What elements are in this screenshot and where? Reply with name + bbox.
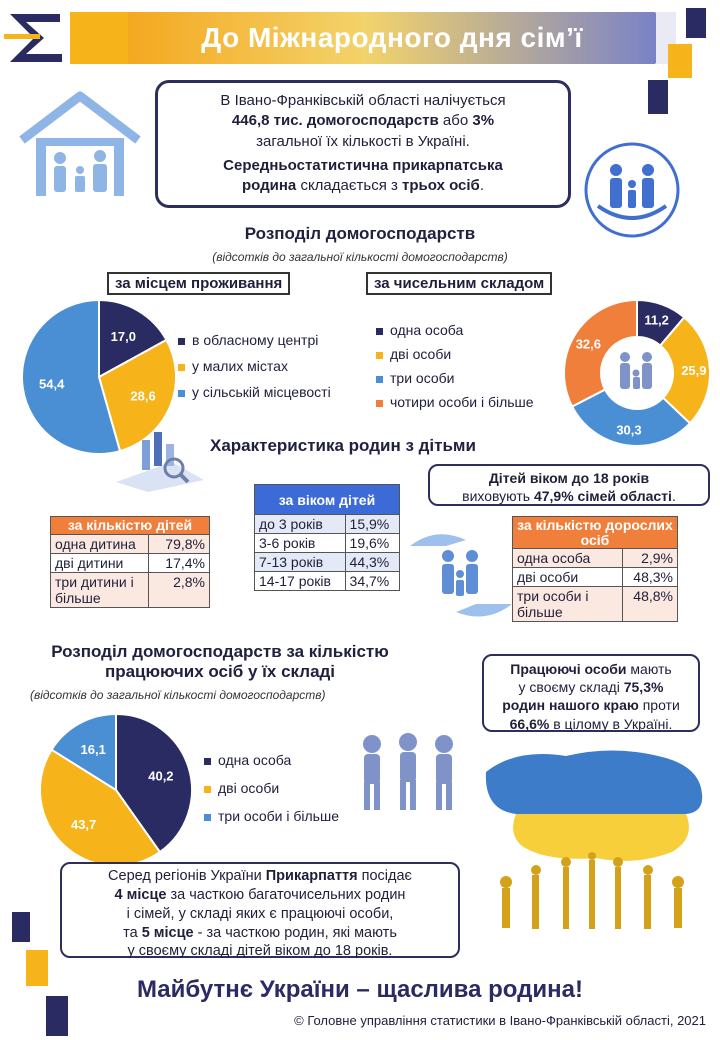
- pie-chart-workers: [38, 712, 194, 868]
- table-cell: 3-6 років: [255, 534, 346, 553]
- note-text: виховують: [462, 488, 534, 505]
- legend-label: дві особи: [218, 780, 280, 796]
- note-text: в цілому в Україні.: [549, 715, 673, 732]
- intro-line: [158, 111, 568, 131]
- table-row: [255, 534, 400, 553]
- ranking-bold: 4 місце: [114, 886, 167, 903]
- house-family-icon: [14, 88, 146, 200]
- legend-swatch: [376, 328, 383, 335]
- chart-magnifier-icon: [112, 422, 208, 492]
- ranking-text: - за часткою родин, які мають: [193, 924, 397, 941]
- legend-item: [178, 384, 331, 400]
- legend-label: в обласному центрі: [192, 332, 319, 348]
- distribution-subtitle: (відсотків до загальної кількості домогосподарств): [212, 250, 508, 264]
- legend-swatch: [178, 338, 185, 345]
- pie-data-label: 43,7: [70, 817, 97, 833]
- intro-box: [155, 80, 571, 208]
- page-title: До Міжнародного дня сім’ї: [201, 22, 583, 53]
- table-row: [51, 553, 210, 572]
- note-bold: родин нашого краю: [502, 697, 639, 714]
- intro-line: [158, 156, 568, 176]
- table-cell: 15,9%: [345, 515, 399, 534]
- legend-item: [376, 394, 534, 410]
- decor-square: [12, 912, 30, 942]
- ranking-text: Серед регіонів України: [108, 868, 266, 884]
- ranking-box: [60, 862, 460, 958]
- table-header: за віком дітей: [255, 485, 400, 515]
- pie-data-label: 17,0: [110, 328, 136, 344]
- intro-line: загальної їх кількості в Україні.: [256, 132, 470, 150]
- table-cell: 79,8%: [149, 534, 210, 553]
- note-text: у своєму складі: [518, 679, 624, 696]
- legend-swatch: [376, 352, 383, 359]
- footer-credit: © Головне управління статистики в Івано-Франківській області, 2021: [294, 1013, 706, 1028]
- intro-line: [158, 176, 568, 196]
- table-row: [51, 572, 210, 607]
- decor-square: [686, 8, 706, 38]
- table-cell: 48,8%: [623, 587, 678, 622]
- legend-item: [178, 332, 318, 348]
- intro-text: або: [438, 112, 473, 130]
- table-row: [255, 572, 400, 591]
- hands-family-icon: [406, 516, 516, 626]
- note-text: .: [671, 488, 676, 505]
- table-by-children-count: [50, 516, 210, 608]
- legend-swatch: [204, 758, 211, 765]
- legend-label: у малих містах: [192, 358, 288, 374]
- children-note: [428, 464, 710, 506]
- workers-title: [24, 642, 416, 683]
- table-header: за кількістю дорослих осіб: [513, 517, 678, 549]
- legend-item: [204, 808, 339, 824]
- table-cell: 44,3%: [345, 553, 399, 572]
- sigma-logo-icon: [4, 10, 68, 66]
- table-cell: 48,3%: [623, 568, 678, 587]
- family-center-icon: [620, 352, 652, 389]
- pie-data-label: 16,1: [80, 741, 106, 757]
- legend-label: дві особи: [390, 346, 452, 362]
- legend-label: у сільській місцевості: [192, 384, 331, 400]
- households-share: 3%: [472, 112, 495, 130]
- by-size-label: за чисельним складом: [366, 272, 552, 295]
- pie-data-label: 54,4: [39, 376, 65, 392]
- legend-swatch: [204, 814, 211, 821]
- legend-item: [376, 322, 463, 338]
- intro-bold: трьох осіб: [402, 177, 480, 194]
- ranking-text: посідає: [357, 868, 412, 884]
- distribution-title: Розподіл домогосподарств: [244, 224, 476, 243]
- legend-label: одна особа: [218, 752, 292, 768]
- pie-data-label: 25,9: [681, 362, 707, 378]
- pie-data-label: 40,2: [148, 768, 174, 784]
- note-text: проти: [638, 697, 680, 714]
- table-cell: 14-17 років: [255, 572, 346, 591]
- table-row: [255, 553, 400, 572]
- table-cell: 34,7%: [345, 572, 399, 591]
- intro-line: В Івано-Франківській області налічується: [220, 92, 506, 109]
- table-cell: три дитини і більше: [51, 572, 149, 607]
- legend-item: [178, 358, 288, 374]
- table-by-children-age: [254, 484, 400, 591]
- ukraine-map-crowd-image: [476, 742, 708, 932]
- decor-square: [648, 80, 668, 114]
- pie-data-label: 32,6: [575, 336, 602, 352]
- legend-item: [376, 370, 454, 386]
- legend-label: три особи і більше: [218, 808, 339, 824]
- by-place-label: за місцем проживання: [107, 272, 290, 295]
- note-bold: 75,3%: [623, 679, 664, 696]
- workers-subtitle: (відсотків до загальної кількості домогосподарств): [30, 688, 326, 702]
- intro-text: .: [479, 177, 484, 194]
- table-header: за кількістю дітей: [51, 517, 210, 535]
- pie-data-label: 30,3: [616, 422, 642, 438]
- intro-text: складається з: [296, 177, 403, 194]
- table-by-adults: [512, 516, 678, 622]
- intro-bold: родина: [242, 177, 297, 194]
- table-cell: 2,9%: [623, 549, 678, 568]
- table-row: [513, 568, 678, 587]
- note-bold: Працюючі особи: [510, 661, 627, 677]
- workers-figures-icon: [350, 728, 466, 816]
- workers-note: [482, 654, 700, 732]
- table-cell: до 3 років: [255, 515, 346, 534]
- note-bold: Дітей віком до 18 років: [488, 470, 650, 486]
- table-row: [255, 515, 400, 534]
- legend-swatch: [178, 364, 185, 371]
- legend-swatch: [204, 786, 211, 793]
- ranking-text: і сімей, у складі яких є працюючі особи,: [126, 905, 394, 922]
- intro-bold: Середньостатистична прикарпатська: [223, 156, 503, 174]
- legend-item: [204, 752, 291, 768]
- legend-swatch: [376, 400, 383, 407]
- ranking-bold: 5 місце: [141, 924, 194, 941]
- legend-swatch: [376, 376, 383, 383]
- legend-item: [376, 346, 451, 362]
- legend-label: три особи: [390, 370, 455, 386]
- children-title: Характеристика родин з дітьми: [210, 436, 476, 455]
- pie-chart-size: [562, 298, 712, 448]
- ranking-text: та: [123, 924, 142, 941]
- table-row: [513, 549, 678, 568]
- table-cell: одна дитина: [51, 534, 149, 553]
- header-logo: [4, 10, 68, 66]
- table-cell: дві дитини: [51, 553, 149, 572]
- table-cell: дві особи: [513, 568, 623, 587]
- table-cell: 7-13 років: [255, 553, 346, 572]
- table-row: [51, 534, 210, 553]
- note-text: мають: [626, 661, 672, 677]
- pie-data-label: 11,2: [644, 312, 669, 328]
- table-cell: 2,8%: [149, 572, 210, 607]
- table-cell: 17,4%: [149, 553, 210, 572]
- decor-square: [668, 44, 692, 78]
- table-cell: три особи і більше: [513, 587, 623, 622]
- footer-slogan: Майбутнє України – щаслива родина!: [137, 976, 583, 1003]
- ranking-text: за часткою багаточисельних родин: [166, 886, 406, 903]
- legend-swatch: [178, 390, 185, 397]
- table-cell: одна особа: [513, 549, 623, 568]
- households-count: 446,8 тис. домогосподарств: [231, 112, 439, 130]
- table-row: [513, 587, 678, 622]
- legend-label: одна особа: [390, 322, 464, 338]
- legend-item: [204, 780, 279, 796]
- ranking-text: у своєму складі дітей віком до 18 років.: [127, 943, 393, 960]
- note-bold: 47,9% сімей області: [533, 488, 672, 505]
- legend-label: чотири особи і більше: [390, 394, 534, 410]
- note-bold: 66,6%: [509, 715, 550, 732]
- ranking-bold: Прикарпаття: [265, 868, 358, 884]
- workers-title-line: працюючих осіб у їх складі: [104, 662, 336, 682]
- table-cell: 19,6%: [345, 534, 399, 553]
- pie-data-label: 28,6: [130, 388, 156, 404]
- workers-title-line: Розподіл домогосподарств за кількістю: [51, 642, 389, 661]
